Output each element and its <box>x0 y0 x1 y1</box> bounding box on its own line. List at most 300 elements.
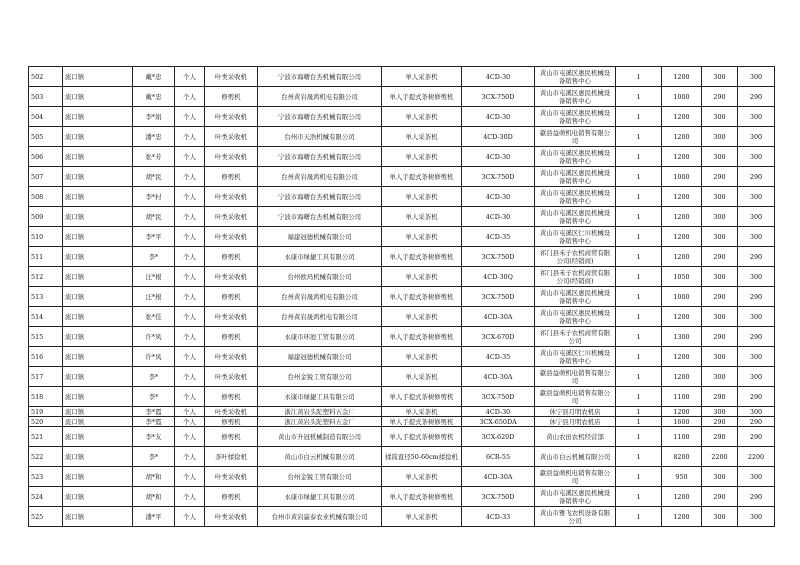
town-cell: 流口镇 <box>63 467 133 487</box>
product-name-cell: 单人采茶机 <box>382 147 462 167</box>
applicant-type-cell: 个人 <box>175 307 205 327</box>
applicant-cell: 胡*民 <box>133 167 175 187</box>
town-cell: 流口镇 <box>63 147 133 167</box>
table-row <box>29 287 775 307</box>
applicant-cell: 李* <box>133 447 175 467</box>
product-name-cell: 单人采茶机 <box>382 347 462 367</box>
table-row <box>29 417 775 427</box>
sale-price-cell: 1000 <box>662 287 702 307</box>
town-cell: 流口镇 <box>63 367 133 387</box>
manufacturer-cell: 台州市黄岩嬴泰农业机械有限公司 <box>258 507 382 527</box>
dealer-cell: 黄山市屯溪区惠民机械设备销售中心 <box>535 67 616 87</box>
model-cell: 4CD-30 <box>462 207 535 227</box>
quantity-cell: 1 <box>616 367 662 387</box>
dealer-cell: 黄山市白云机械有限公司 <box>535 447 616 467</box>
sale-price-cell: 1000 <box>662 87 702 107</box>
dealer-cell: 黄山市屯溪区仁川机械设备销售中心 <box>535 347 616 367</box>
product-name-cell: 单人采茶机 <box>382 267 462 287</box>
manufacturer-cell: 黄山市升冠机械制造有限公司 <box>258 427 382 447</box>
applicant-cell: 胡*和 <box>133 467 175 487</box>
town-cell: 流口镇 <box>63 307 133 327</box>
product-name-cell: 单人手提式茶树修剪机 <box>382 387 462 407</box>
table-row <box>29 267 775 287</box>
applicant-cell: 李* <box>133 367 175 387</box>
dealer-cell: 黄山市屯溪区惠民机械设备销售中心 <box>535 147 616 167</box>
manufacturer-cell: 永康市绿捷工具有限公司 <box>258 487 382 507</box>
sale-price-cell: 1200 <box>662 107 702 127</box>
machine-category-cell: 叶类采收机 <box>205 267 258 287</box>
product-name-cell: 单人采茶机 <box>382 367 462 387</box>
manufacturer-cell: 台州欧玛机械有限公司 <box>258 267 382 287</box>
row-number-cell: 510 <box>29 227 63 247</box>
table-row <box>29 107 775 127</box>
table-row <box>29 447 775 467</box>
town-cell: 流口镇 <box>63 267 133 287</box>
manufacturer-cell: 浙江黄岩头陀塑料五金厂 <box>258 407 382 417</box>
product-name-cell: 单人采茶机 <box>382 127 462 147</box>
product-name-cell: 单人采茶机 <box>382 227 462 247</box>
applicant-type-cell: 个人 <box>175 187 205 207</box>
town-cell: 流口镇 <box>63 407 133 417</box>
model-cell: 4CD-30A <box>462 467 535 487</box>
model-cell: 3CX-750D <box>462 287 535 307</box>
row-number-cell: 525 <box>29 507 63 527</box>
product-name-cell: 单人手提式茶树修剪机 <box>382 417 462 427</box>
applicant-type-cell: 个人 <box>175 87 205 107</box>
table-row <box>29 427 775 447</box>
manufacturer-cell: 台州黄岩晟鸿机电有限公司 <box>258 307 382 327</box>
table-row <box>29 307 775 327</box>
product-name-cell: 单人手提式茶树修剪机 <box>382 87 462 107</box>
applicant-type-cell: 个人 <box>175 147 205 167</box>
row-number-cell: 507 <box>29 167 63 187</box>
dealer-cell: 歙县益萌机电销售有限公司 <box>535 127 616 147</box>
applicant-cell: 戴*忠 <box>133 67 175 87</box>
quantity-cell: 1 <box>616 107 662 127</box>
model-cell: 4CD-30 <box>462 407 535 417</box>
quantity-cell: 1 <box>616 127 662 147</box>
manufacturer-cell: 浙江黄岩头陀塑料五金厂 <box>258 417 382 427</box>
machine-category-cell: 叶类采收机 <box>205 507 258 527</box>
sale-price-cell: 1200 <box>662 227 702 247</box>
model-cell: 4CD-30 <box>462 67 535 87</box>
dealer-cell: 黄山市屯溪区仁川机械设备销售中心 <box>535 227 616 247</box>
town-cell: 流口镇 <box>63 427 133 447</box>
quantity-cell: 1 <box>616 67 662 87</box>
table-row <box>29 127 775 147</box>
subsidy-paid-cell: 290 <box>738 87 775 107</box>
machine-category-cell: 叶类采收机 <box>205 187 258 207</box>
sale-price-cell: 1200 <box>662 127 702 147</box>
row-number-cell: 512 <box>29 267 63 287</box>
subsidy-paid-cell: 300 <box>738 347 775 367</box>
town-cell: 流口镇 <box>63 327 133 347</box>
manufacturer-cell: 福建冠德机械有限公司 <box>258 347 382 367</box>
quantity-cell: 1 <box>616 187 662 207</box>
quantity-cell: 1 <box>616 427 662 447</box>
machine-category-cell: 叶类采收机 <box>205 227 258 247</box>
subsidy-amount-cell: 290 <box>702 427 738 447</box>
town-cell: 流口镇 <box>63 207 133 227</box>
quantity-cell: 1 <box>616 267 662 287</box>
applicant-cell: 许*凤 <box>133 327 175 347</box>
table-row <box>29 227 775 247</box>
subsidy-paid-cell: 300 <box>738 307 775 327</box>
table-row <box>29 387 775 407</box>
quantity-cell: 1 <box>616 167 662 187</box>
town-cell: 流口镇 <box>63 187 133 207</box>
model-cell: 3CX-670D <box>462 327 535 347</box>
applicant-type-cell: 个人 <box>175 207 205 227</box>
dealer-cell: 黄山市屯溪区惠民机械设备销售中心 <box>535 207 616 227</box>
manufacturer-cell: 宁波市海曙台杰机械有限公司 <box>258 147 382 167</box>
subsidy-amount-cell: 290 <box>702 167 738 187</box>
product-name-cell: 单人采茶机 <box>382 507 462 527</box>
dealer-cell: 祁门县禾子农机商贸有限公司(经销商) <box>535 267 616 287</box>
sale-price-cell: 1300 <box>662 327 702 347</box>
row-number-cell: 523 <box>29 467 63 487</box>
subsidy-paid-cell: 290 <box>738 327 775 347</box>
subsidy-amount-cell: 300 <box>702 67 738 87</box>
machine-category-cell: 叶类采收机 <box>205 207 258 227</box>
machine-category-cell: 修剪机 <box>205 287 258 307</box>
subsidy-paid-cell: 300 <box>738 187 775 207</box>
dealer-cell: 黄山农田农机经营部 <box>535 427 616 447</box>
model-cell: 3CX-750D <box>462 167 535 187</box>
product-name-cell: 单人手提式茶树修剪机 <box>382 487 462 507</box>
subsidy-paid-cell: 290 <box>738 427 775 447</box>
quantity-cell: 1 <box>616 387 662 407</box>
applicant-cell: 潘*忠 <box>133 127 175 147</box>
applicant-type-cell: 个人 <box>175 267 205 287</box>
applicant-type-cell: 个人 <box>175 507 205 527</box>
applicant-cell: 李* <box>133 387 175 407</box>
town-cell: 流口镇 <box>63 507 133 527</box>
row-number-cell: 515 <box>29 327 63 347</box>
subsidy-paid-cell: 300 <box>738 107 775 127</box>
dealer-cell: 黄山市屯溪区惠民机械设备销售中心 <box>535 107 616 127</box>
applicant-cell: 张*佳 <box>133 307 175 327</box>
applicant-type-cell: 个人 <box>175 367 205 387</box>
manufacturer-cell: 台州市天浩机械有限公司 <box>258 127 382 147</box>
table-row <box>29 147 775 167</box>
row-number-cell: 520 <box>29 417 63 427</box>
manufacturer-cell: 台州黄岩晟鸿机电有限公司 <box>258 87 382 107</box>
subsidy-amount-cell: 290 <box>702 487 738 507</box>
town-cell: 流口镇 <box>63 107 133 127</box>
applicant-cell: 李*娟 <box>133 107 175 127</box>
machine-category-cell: 修剪机 <box>205 387 258 407</box>
dealer-cell: 黄山市雅飞农机设备有限公司 <box>535 507 616 527</box>
town-cell: 流口镇 <box>63 447 133 467</box>
subsidy-paid-cell: 300 <box>738 147 775 167</box>
machine-category-cell: 叶类采收机 <box>205 127 258 147</box>
row-number-cell: 509 <box>29 207 63 227</box>
quantity-cell: 1 <box>616 507 662 527</box>
applicant-type-cell: 个人 <box>175 487 205 507</box>
applicant-type-cell: 个人 <box>175 167 205 187</box>
table-row <box>29 507 775 527</box>
applicant-type-cell: 个人 <box>175 327 205 347</box>
machine-category-cell: 修剪机 <box>205 327 258 347</box>
sale-price-cell: 1100 <box>662 387 702 407</box>
row-number-cell: 522 <box>29 447 63 467</box>
machine-category-cell: 茶叶揉捻机 <box>205 447 258 467</box>
applicant-type-cell: 个人 <box>175 347 205 367</box>
quantity-cell: 1 <box>616 407 662 417</box>
dealer-cell: 歙县益萌机电销售有限公司 <box>535 387 616 407</box>
product-name-cell: 单人采茶机 <box>382 67 462 87</box>
sale-price-cell: 1200 <box>662 247 702 267</box>
product-name-cell: 单人采茶机 <box>382 407 462 417</box>
dealer-cell: 黄山市屯溪区惠民机械设备销售中心 <box>535 487 616 507</box>
table-row <box>29 67 775 87</box>
applicant-cell: 李*霞 <box>133 407 175 417</box>
subsidy-paid-cell: 300 <box>738 507 775 527</box>
manufacturer-cell: 永康市绿捷工具有限公司 <box>258 387 382 407</box>
product-name-cell: 揉筒直径50-60cm揉捻机 <box>382 447 462 467</box>
table-row <box>29 247 775 267</box>
manufacturer-cell: 宁波市海曙台杰机械有限公司 <box>258 187 382 207</box>
quantity-cell: 1 <box>616 147 662 167</box>
row-number-cell: 511 <box>29 247 63 267</box>
machine-category-cell: 叶类采收机 <box>205 147 258 167</box>
quantity-cell: 1 <box>616 417 662 427</box>
town-cell: 流口镇 <box>63 167 133 187</box>
model-cell: 4CD-30A <box>462 367 535 387</box>
applicant-cell: 许*凤 <box>133 347 175 367</box>
machine-category-cell: 修剪机 <box>205 247 258 267</box>
sale-price-cell: 1200 <box>662 407 702 417</box>
row-number-cell: 503 <box>29 87 63 107</box>
applicant-type-cell: 个人 <box>175 407 205 417</box>
model-cell: 4CD-35 <box>462 227 535 247</box>
town-cell: 流口镇 <box>63 127 133 147</box>
quantity-cell: 1 <box>616 87 662 107</box>
town-cell: 流口镇 <box>63 487 133 507</box>
subsidy-amount-cell: 290 <box>702 287 738 307</box>
applicant-cell: 李*友 <box>133 427 175 447</box>
machine-category-cell: 叶类采收机 <box>205 307 258 327</box>
machine-category-cell: 修剪机 <box>205 87 258 107</box>
applicant-cell: 李*村 <box>133 187 175 207</box>
sale-price-cell: 1200 <box>662 507 702 527</box>
manufacturer-cell: 台州金锐工贸有限公司 <box>258 467 382 487</box>
manufacturer-cell: 台州金锐工贸有限公司 <box>258 367 382 387</box>
subsidy-amount-cell: 300 <box>702 127 738 147</box>
quantity-cell: 1 <box>616 247 662 267</box>
subsidy-paid-cell: 300 <box>738 227 775 247</box>
subsidy-amount-cell: 290 <box>702 247 738 267</box>
applicant-cell: 李*霞 <box>133 417 175 427</box>
product-name-cell: 单人手提式茶树修剪机 <box>382 247 462 267</box>
dealer-cell: 歙县益萌机电销售有限公司 <box>535 367 616 387</box>
product-name-cell: 单人手提式茶树修剪机 <box>382 167 462 187</box>
applicant-cell: 张*芳 <box>133 147 175 167</box>
applicant-cell: 李* <box>133 247 175 267</box>
manufacturer-cell: 台州黄岩晟鸿机电有限公司 <box>258 167 382 187</box>
subsidy-amount-cell: 290 <box>702 417 738 427</box>
row-number-cell: 521 <box>29 427 63 447</box>
dealer-cell: 歙县益萌机电销售有限公司 <box>535 467 616 487</box>
sale-price-cell: 1050 <box>662 267 702 287</box>
table-row <box>29 347 775 367</box>
applicant-cell: 李*平 <box>133 227 175 247</box>
product-name-cell: 单人手提式茶树修剪机 <box>382 287 462 307</box>
quantity-cell: 1 <box>616 447 662 467</box>
machine-category-cell: 叶类采收机 <box>205 347 258 367</box>
sale-price-cell: 1200 <box>662 367 702 387</box>
sale-price-cell: 1200 <box>662 487 702 507</box>
sale-price-cell: 1200 <box>662 347 702 367</box>
subsidy-amount-cell: 300 <box>702 507 738 527</box>
applicant-type-cell: 个人 <box>175 287 205 307</box>
applicant-type-cell: 个人 <box>175 127 205 147</box>
applicant-cell: 潘*平 <box>133 507 175 527</box>
row-number-cell: 524 <box>29 487 63 507</box>
subsidy-amount-cell: 300 <box>702 147 738 167</box>
dealer-cell: 黄山市屯溪区惠民机械设备销售中心 <box>535 307 616 327</box>
table-row <box>29 207 775 227</box>
applicant-type-cell: 个人 <box>175 427 205 447</box>
row-number-cell: 518 <box>29 387 63 407</box>
table-row <box>29 487 775 507</box>
manufacturer-cell: 福建冠德机械有限公司 <box>258 227 382 247</box>
subsidy-paid-cell: 300 <box>738 207 775 227</box>
town-cell: 流口镇 <box>63 227 133 247</box>
row-number-cell: 517 <box>29 367 63 387</box>
applicant-type-cell: 个人 <box>175 67 205 87</box>
quantity-cell: 1 <box>616 227 662 247</box>
model-cell: 3CX-620D <box>462 427 535 447</box>
dealer-cell: 祁门县禾子农机商贸有限公司(经销商) <box>535 247 616 267</box>
sale-price-cell: 1200 <box>662 187 702 207</box>
subsidy-amount-cell: 300 <box>702 467 738 487</box>
sale-price-cell: 1200 <box>662 307 702 327</box>
manufacturer-cell: 永康市环池工贸有限公司 <box>258 327 382 347</box>
dealer-cell: 休宁县月明农机店 <box>535 417 616 427</box>
machine-category-cell: 修剪机 <box>205 167 258 187</box>
subsidy-amount-cell: 300 <box>702 367 738 387</box>
quantity-cell: 1 <box>616 287 662 307</box>
model-cell: 4CD-30D <box>462 127 535 147</box>
dealer-cell: 黄山市屯溪区惠民机械设备销售中心 <box>535 287 616 307</box>
dealer-cell: 祁门县禾子农机商贸有限公司 <box>535 327 616 347</box>
model-cell: 4CD-35 <box>462 347 535 367</box>
row-number-cell: 519 <box>29 407 63 417</box>
row-number-cell: 505 <box>29 127 63 147</box>
quantity-cell: 1 <box>616 467 662 487</box>
dealer-cell: 黄山市屯溪区惠民机械设备销售中心 <box>535 187 616 207</box>
machine-category-cell: 修剪机 <box>205 417 258 427</box>
sale-price-cell: 1100 <box>662 427 702 447</box>
applicant-type-cell: 个人 <box>175 247 205 267</box>
model-cell: 4CD-33 <box>462 507 535 527</box>
town-cell: 流口镇 <box>63 67 133 87</box>
dealer-cell: 休宁县月明农机店 <box>535 407 616 417</box>
applicant-type-cell: 个人 <box>175 417 205 427</box>
machine-category-cell: 修剪机 <box>205 487 258 507</box>
table-row <box>29 367 775 387</box>
applicant-cell: 胡*和 <box>133 487 175 507</box>
row-number-cell: 504 <box>29 107 63 127</box>
town-cell: 流口镇 <box>63 247 133 267</box>
subsidy-paid-cell: 300 <box>738 67 775 87</box>
quantity-cell: 1 <box>616 207 662 227</box>
table-row <box>29 407 775 417</box>
manufacturer-cell: 黄山市白云机械有限公司 <box>258 447 382 467</box>
quantity-cell: 1 <box>616 327 662 347</box>
machine-category-cell: 叶类采收机 <box>205 467 258 487</box>
subsidy-paid-cell: 290 <box>738 417 775 427</box>
model-cell: 3CX-750D <box>462 487 535 507</box>
applicant-cell: 汪*根 <box>133 287 175 307</box>
manufacturer-cell: 永康市绿捷工具有限公司 <box>258 247 382 267</box>
model-cell: 3CX-750D <box>462 387 535 407</box>
quantity-cell: 1 <box>616 307 662 327</box>
product-name-cell: 单人手提式茶树修剪机 <box>382 327 462 347</box>
model-cell: 6CR-55 <box>462 447 535 467</box>
sale-price-cell: 8200 <box>662 447 702 467</box>
subsidy-paid-cell: 290 <box>738 487 775 507</box>
table-row <box>29 327 775 347</box>
subsidy-paid-cell: 300 <box>738 407 775 417</box>
subsidy-amount-cell: 300 <box>702 187 738 207</box>
town-cell: 流口镇 <box>63 287 133 307</box>
model-cell: 4CD-30Q <box>462 267 535 287</box>
product-name-cell: 单人采茶机 <box>382 207 462 227</box>
subsidy-amount-cell: 300 <box>702 227 738 247</box>
town-cell: 流口镇 <box>63 417 133 427</box>
product-name-cell: 单人采茶机 <box>382 107 462 127</box>
row-number-cell: 513 <box>29 287 63 307</box>
subsidy-amount-cell: 300 <box>702 347 738 367</box>
table-row <box>29 467 775 487</box>
quantity-cell: 1 <box>616 487 662 507</box>
subsidy-amount-cell: 290 <box>702 327 738 347</box>
subsidy-amount-cell: 300 <box>702 267 738 287</box>
applicant-type-cell: 个人 <box>175 467 205 487</box>
machine-category-cell: 叶类采收机 <box>205 107 258 127</box>
model-cell: 4CD-30A <box>462 307 535 327</box>
row-number-cell: 508 <box>29 187 63 207</box>
sale-price-cell: 1200 <box>662 207 702 227</box>
subsidy-amount-cell: 300 <box>702 207 738 227</box>
applicant-cell: 戴*忠 <box>133 87 175 107</box>
sale-price-cell: 1200 <box>662 147 702 167</box>
applicant-type-cell: 个人 <box>175 447 205 467</box>
subsidy-paid-cell: 290 <box>738 167 775 187</box>
applicant-type-cell: 个人 <box>175 387 205 407</box>
subsidy-paid-cell: 2200 <box>738 447 775 467</box>
applicant-cell: 胡*民 <box>133 207 175 227</box>
product-name-cell: 单人采茶机 <box>382 467 462 487</box>
applicant-cell: 汪*根 <box>133 267 175 287</box>
subsidy-amount-cell: 290 <box>702 87 738 107</box>
model-cell: 3CX-750D <box>462 247 535 267</box>
subsidy-paid-cell: 300 <box>738 467 775 487</box>
applicant-type-cell: 个人 <box>175 107 205 127</box>
manufacturer-cell: 宁波市海曙台杰机械有限公司 <box>258 67 382 87</box>
subsidy-amount-cell: 300 <box>702 107 738 127</box>
sale-price-cell: 1600 <box>662 417 702 427</box>
subsidy-paid-cell: 300 <box>738 267 775 287</box>
sale-price-cell: 1200 <box>662 67 702 87</box>
model-cell: 4CD-30 <box>462 187 535 207</box>
sale-price-cell: 1000 <box>662 167 702 187</box>
subsidy-paid-cell: 290 <box>738 247 775 267</box>
subsidy-paid-cell: 290 <box>738 287 775 307</box>
